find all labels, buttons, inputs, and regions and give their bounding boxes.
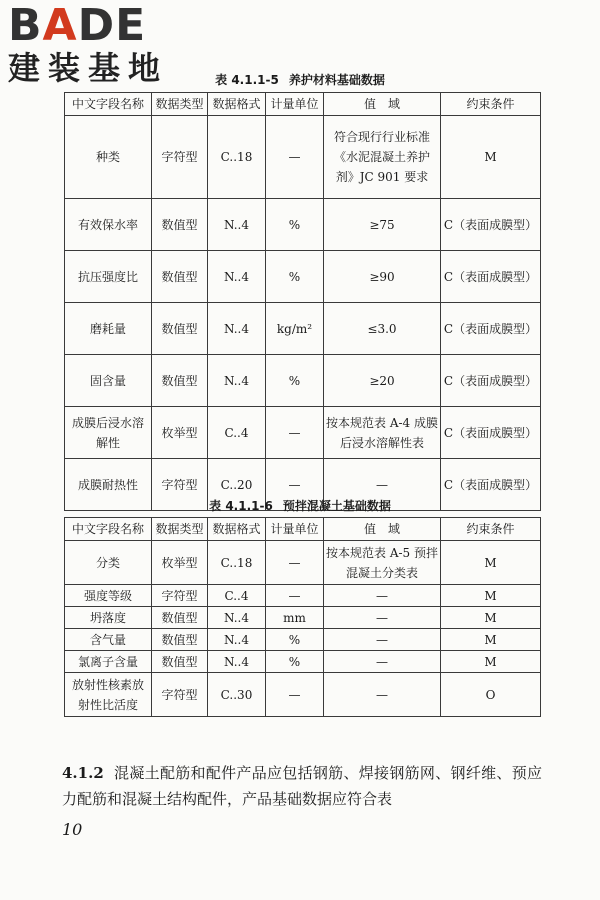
column-header: 数据格式 xyxy=(208,93,266,116)
table-cell: 坍落度 xyxy=(65,607,152,629)
column-header: 约束条件 xyxy=(441,518,541,541)
table-cell: 种类 xyxy=(65,116,152,199)
table-cell: C（表面成膜型） xyxy=(441,407,541,459)
table-cell: C..18 xyxy=(208,541,266,585)
table-cell: C..30 xyxy=(208,673,266,717)
table-cell: 枚举型 xyxy=(152,541,208,585)
table-cell: — xyxy=(266,407,324,459)
column-header: 中文字段名称 xyxy=(65,93,152,116)
table-cell: kg/m² xyxy=(266,303,324,355)
table-row xyxy=(65,607,541,629)
table-cell: M xyxy=(441,585,541,607)
table-cell: — xyxy=(266,541,324,585)
table-cell: C（表面成膜型） xyxy=(441,355,541,407)
column-header: 值 域 xyxy=(324,518,441,541)
logo-subtitle: 建装基地 xyxy=(8,49,169,87)
table-cell: 数值型 xyxy=(152,303,208,355)
table-cell: 字符型 xyxy=(152,459,208,511)
column-header: 数据类型 xyxy=(152,93,208,116)
table-cell: C（表面成膜型） xyxy=(441,303,541,355)
table-cell: 成膜后浸水溶解性 xyxy=(65,407,152,459)
table1-number: 表 4.1.1-5 xyxy=(215,73,279,87)
table-row xyxy=(65,407,541,459)
table-cell: N..4 xyxy=(208,651,266,673)
table-row xyxy=(65,251,541,303)
table-cell: O xyxy=(441,673,541,717)
logo-wordmark: BADE xyxy=(8,0,147,51)
table-cell: N..4 xyxy=(208,303,266,355)
table-cell: M xyxy=(441,607,541,629)
table-cell: % xyxy=(266,629,324,651)
table-cell: C..20 xyxy=(208,459,266,511)
table-row xyxy=(65,355,541,407)
table-row xyxy=(65,673,541,717)
table-cell: N..4 xyxy=(208,251,266,303)
table-cell: % xyxy=(266,355,324,407)
table-cell: M xyxy=(441,629,541,651)
table-cell: C..4 xyxy=(208,407,266,459)
ready-mixed-concrete-table xyxy=(64,517,541,717)
table-cell: 数值型 xyxy=(152,355,208,407)
table1-title: 养护材料基础数据 xyxy=(288,73,385,87)
table-row xyxy=(65,651,541,673)
table-cell: C..4 xyxy=(208,585,266,607)
table-cell: 数值型 xyxy=(152,607,208,629)
table-cell: 有效保水率 xyxy=(65,199,152,251)
table-cell: 符合现行行业标准《水泥混凝土养护剂》JC 901 要求 xyxy=(324,116,441,199)
table2-caption xyxy=(0,497,600,514)
table-cell: 数值型 xyxy=(152,251,208,303)
table-cell: 强度等级 xyxy=(65,585,152,607)
table-cell: — xyxy=(266,116,324,199)
table-cell: 氯离子含量 xyxy=(65,651,152,673)
table-cell: 字符型 xyxy=(152,116,208,199)
table-row xyxy=(65,585,541,607)
table-cell: 枚举型 xyxy=(152,407,208,459)
table-cell: 数值型 xyxy=(152,629,208,651)
table-cell: M xyxy=(441,651,541,673)
table-cell: 数值型 xyxy=(152,199,208,251)
table-cell: 抗压强度比 xyxy=(65,251,152,303)
table-row xyxy=(65,116,541,199)
table-cell: 按本规范表 A-5 预拌混凝土分类表 xyxy=(324,541,441,585)
table-cell: mm xyxy=(266,607,324,629)
column-header: 计量单位 xyxy=(266,93,324,116)
curing-materials-table xyxy=(64,92,541,511)
table-cell: 放射性核素放射性比活度 xyxy=(65,673,152,717)
table-cell: — xyxy=(324,629,441,651)
table-cell: — xyxy=(324,459,441,511)
table-cell: 字符型 xyxy=(152,673,208,717)
column-header: 中文字段名称 xyxy=(65,518,152,541)
column-header: 值 域 xyxy=(324,93,441,116)
table-cell: 磨耗量 xyxy=(65,303,152,355)
table-cell: ≥20 xyxy=(324,355,441,407)
column-header: 数据格式 xyxy=(208,518,266,541)
column-header: 数据类型 xyxy=(152,518,208,541)
column-header: 计量单位 xyxy=(266,518,324,541)
table-cell: — xyxy=(324,673,441,717)
table1-caption xyxy=(0,71,600,88)
table-row xyxy=(65,303,541,355)
page-number: 10 xyxy=(62,820,83,839)
table-cell: ≤3.0 xyxy=(324,303,441,355)
table-header-row xyxy=(65,93,541,116)
table-cell: — xyxy=(324,585,441,607)
table-header-row xyxy=(65,518,541,541)
table-cell: C（表面成膜型） xyxy=(441,199,541,251)
table-cell: 含气量 xyxy=(65,629,152,651)
table-cell: ≥90 xyxy=(324,251,441,303)
table-cell: % xyxy=(266,651,324,673)
table-cell: — xyxy=(324,651,441,673)
table-cell: 字符型 xyxy=(152,585,208,607)
table-cell: M xyxy=(441,541,541,585)
table-cell: % xyxy=(266,199,324,251)
table-cell: N..4 xyxy=(208,629,266,651)
table-row xyxy=(65,541,541,585)
table2-number: 表 4.1.1-6 xyxy=(209,499,273,513)
table-row xyxy=(65,199,541,251)
table-cell: % xyxy=(266,251,324,303)
table-cell: — xyxy=(266,673,324,717)
table-cell: — xyxy=(324,607,441,629)
table-cell: 分类 xyxy=(65,541,152,585)
section-paragraph xyxy=(62,760,542,812)
section-text: 混凝土配筋和配件产品应包括钢筋、焊接钢筋网、钢纤维、预应力配筋和混凝土结构配件，产品基础数据应符合表 xyxy=(62,764,542,808)
table-cell: M xyxy=(441,116,541,199)
table-row xyxy=(65,629,541,651)
table-cell: N..4 xyxy=(208,607,266,629)
section-number: 4.1.2 xyxy=(62,764,104,782)
table-cell: C（表面成膜型） xyxy=(441,459,541,511)
table-cell: — xyxy=(266,585,324,607)
table-cell: 按本规范表 A-4 成膜后浸水溶解性表 xyxy=(324,407,441,459)
logo-accent-letter: A xyxy=(42,0,78,51)
table-cell: C..18 xyxy=(208,116,266,199)
table-cell: N..4 xyxy=(208,199,266,251)
table2-title: 预拌混凝土基础数据 xyxy=(282,499,391,513)
table-cell: 固含量 xyxy=(65,355,152,407)
table-cell: — xyxy=(266,459,324,511)
table-cell: ≥75 xyxy=(324,199,441,251)
table-cell: C（表面成膜型） xyxy=(441,251,541,303)
table-cell: N..4 xyxy=(208,355,266,407)
table-cell: 数值型 xyxy=(152,651,208,673)
table-cell: 成膜耐热性 xyxy=(65,459,152,511)
column-header: 约束条件 xyxy=(441,93,541,116)
